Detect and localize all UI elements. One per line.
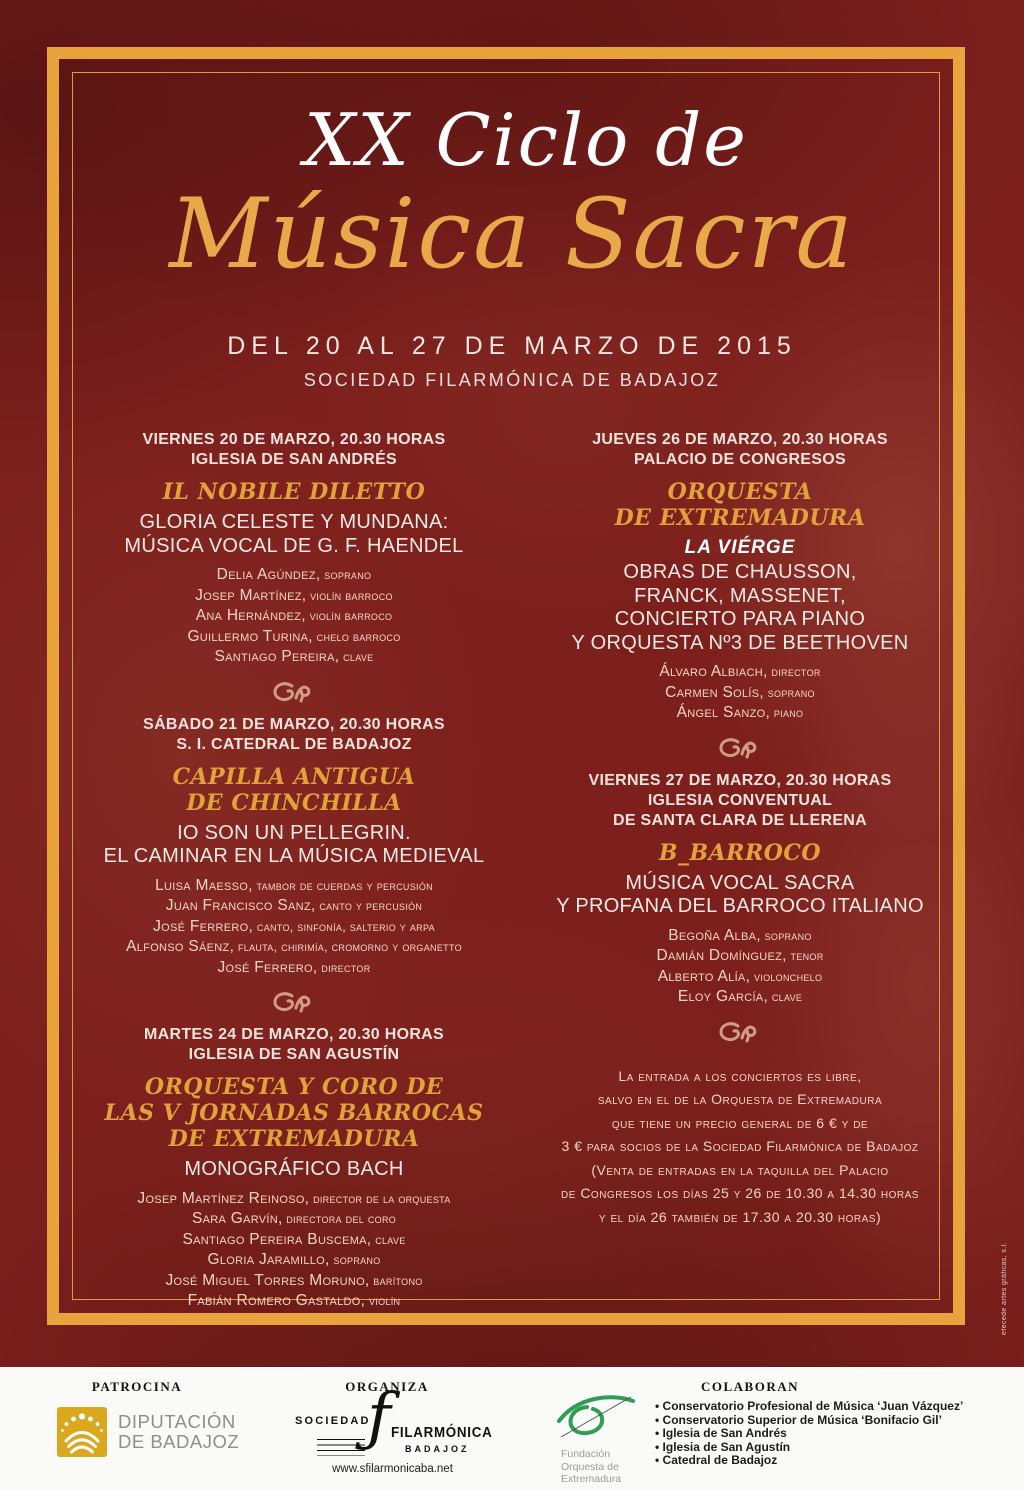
concert-work-title: LA VIÉRGE (684, 537, 796, 558)
text-line: (Venta de entradas en la taquilla del Palacio (591, 1161, 889, 1178)
performer-role: director (767, 665, 821, 679)
text-line: MÚSICA VOCAL DE G. F. HAENDEL (124, 534, 464, 557)
diputacion-line2: DE BADAJOZ (118, 1431, 240, 1452)
organiza-label: ORGANIZA (345, 1379, 429, 1394)
fundacion-swoosh-icon (553, 1391, 639, 1441)
concert-datetime-venue (68, 1025, 520, 1065)
performer-role: clave (768, 990, 803, 1004)
divider-ornament-icon (272, 991, 316, 1013)
text-line: IGLESIA DE SAN ANDRÉS (190, 451, 398, 468)
filarmonica-name: FILARMÓNICA (391, 1425, 493, 1441)
diputacion-line1: DIPUTACIÓN (118, 1411, 236, 1432)
text-line: IO SON UN PELLEGRIN. (177, 821, 411, 844)
performer-name: Sara Garvín, (191, 1210, 283, 1227)
concert-block (68, 715, 520, 979)
fundacion-line1: Fundación (561, 1448, 611, 1460)
performer-role: violín (365, 1294, 401, 1308)
text-line: IL NOBILE DILETTO (162, 479, 426, 505)
fundacion-line2: Orquesta de (561, 1460, 619, 1473)
performer-name: José Ferrero, (217, 958, 318, 976)
performer-role: flauta, chirimía, cromorno y organetto (234, 940, 462, 954)
text-line: salvo en el de la Orquesta de Extremadura (597, 1091, 883, 1107)
text-line: VIERNES 20 DE MARZO, 20.30 HORAS (142, 431, 446, 448)
concert-column-right (524, 430, 956, 1229)
text-line: de Congresos los días 25 y 26 de 10.30 a 14.30 horas (561, 1185, 919, 1201)
performer-row (68, 1230, 520, 1251)
performer-row (68, 1271, 520, 1292)
text-line: OBRAS DE CHAUSSON, (623, 561, 857, 583)
performer-name: José Ferrero, (153, 917, 254, 935)
title-line1: XX Ciclo de (304, 98, 748, 182)
text-line: VIERNES 27 DE MARZO, 20.30 HORAS (588, 771, 892, 789)
filarmonica-city: BADAJOZ (405, 1444, 470, 1454)
performer-name: Delia Agúndez, (216, 566, 321, 583)
performer-name: Ángel Sanzo, (676, 704, 771, 721)
concert-ensemble (524, 840, 956, 866)
text-line: S. I. CATEDRAL DE BADAJOZ (176, 735, 412, 753)
performer-row (524, 662, 956, 683)
performer-role: clave (339, 650, 374, 664)
text-line: DE EXTREMADURA (614, 505, 866, 531)
staff-lines-icon (317, 1439, 365, 1456)
divider-ornament-icon (272, 681, 316, 703)
text-line: JUEVES 26 DE MARZO, 20.30 HORAS (592, 431, 888, 448)
text-line: PALACIO DE CONGRESOS (634, 451, 846, 468)
performer-role: chelo barroco (312, 629, 401, 644)
performer-role: canto y percusión (315, 899, 423, 913)
performer-role: clave (371, 1232, 406, 1247)
concert-block (524, 430, 956, 724)
performer-name: Alfonso Sáenz, (126, 938, 235, 955)
printer-credit: efecede artes gráficas, s.l. (1001, 1242, 1008, 1335)
diputacion-name (118, 1412, 239, 1452)
concert-program (524, 561, 956, 655)
performer-name: Ana Hernández, (195, 607, 306, 624)
concert-block (68, 1025, 520, 1312)
text-line: CONCIERTO PARA PIANO (614, 608, 866, 630)
concert-performers (68, 1189, 520, 1312)
text-line: FRANCK, MASSENET, (634, 584, 846, 607)
performer-name: Álvaro Albiach, (659, 663, 768, 680)
performer-name: Carmen Solís, (665, 683, 764, 701)
performer-role: director de la orquesta (309, 1191, 451, 1206)
filarmonica-website: www.sfilarmonicaba.net (332, 1463, 453, 1475)
performer-row (524, 987, 956, 1008)
performer-row (68, 917, 520, 938)
text-line: CAPILLA ANTIGUA (172, 763, 416, 790)
diputacion-crown-icon (57, 1407, 107, 1457)
diputacion-logo (57, 1407, 239, 1457)
text-line: MÚSICA VOCAL SACRA (625, 871, 855, 894)
text-line: MONOGRÁFICO BACH (184, 1158, 404, 1180)
text-line: Y ORQUESTA Nº3 DE BEETHOVEN (571, 631, 909, 654)
performer-row (524, 946, 956, 967)
fundacion-logo (553, 1391, 663, 1486)
performer-name: Guillermo Turina, (187, 627, 313, 645)
performer-row (68, 1189, 520, 1210)
filarmonica-sociedad: SOCIEDAD (295, 1415, 371, 1427)
text-line: La entrada a los conciertos es libre, (618, 1067, 862, 1084)
text-line: IGLESIA DE SAN AGUSTÍN (188, 1046, 400, 1063)
concert-datetime-venue (68, 715, 520, 755)
title-line2: Música Sacra (169, 178, 855, 290)
concert-block (68, 430, 520, 668)
text-line: SÁBADO 21 DE MARZO, 20.30 HORAS (143, 715, 445, 733)
performer-role: soprano (329, 1253, 381, 1267)
concert-program (68, 511, 520, 558)
performer-row (68, 606, 520, 627)
colaboran-item: • Iglesia de San Andrés (655, 1427, 963, 1441)
concert-ensemble (68, 1074, 520, 1152)
performer-role: soprano (760, 928, 812, 943)
performer-name: José Miguel Torres Moruno, (165, 1271, 370, 1289)
concert-ensemble (524, 479, 956, 531)
concert-datetime-venue (524, 430, 956, 470)
colaboran-item: • Conservatorio Superior de Música ‘Bonifacio Gil’ (655, 1414, 963, 1428)
text-line: DE EXTREMADURA (168, 1126, 420, 1152)
performer-name: Santiago Pereira, (214, 648, 340, 665)
text-line: MARTES 24 DE MARZO, 20.30 HORAS (143, 1026, 445, 1043)
text-line: IGLESIA CONVENTUAL (647, 791, 833, 809)
fundacion-line3: Extremadura (561, 1473, 622, 1485)
text-line: 3 € para socios de la Sociedad Filarmónica de Badajoz (561, 1138, 919, 1154)
performer-row (68, 586, 520, 607)
performer-name: Eloy García, (677, 988, 769, 1005)
performer-row (524, 926, 956, 947)
text-line: Y PROFANA DEL BARROCO ITALIANO (556, 895, 924, 917)
performer-name: Luisa Maesso, (155, 876, 253, 894)
ticket-info (524, 1065, 956, 1230)
concert-column-left (68, 430, 520, 1312)
performer-role: canto, sinfonía, salterio y arpa (253, 919, 435, 934)
performer-row (68, 1250, 520, 1271)
performer-row (68, 627, 520, 648)
concert-performers (524, 926, 956, 1008)
performer-name: Fabián Romero Gastaldo, (187, 1292, 366, 1309)
concert-performers (68, 565, 520, 668)
concert-datetime-venue (68, 430, 520, 470)
performer-row (524, 967, 956, 988)
colaboran-item: • Catedral de Badajoz (655, 1454, 963, 1468)
performer-name: Santiago Pereira Buscema, (182, 1230, 372, 1248)
text-line: EL CAMINAR EN LA MÚSICA MEDIEVAL (103, 845, 485, 867)
text-line: ORQUESTA (667, 479, 813, 505)
festival-dates: DEL 20 AL 27 DE MARZO DE 2015 (227, 332, 797, 360)
performer-role: soprano (763, 685, 815, 700)
performer-role: tenor (786, 949, 824, 963)
text-line: DE CHINCHILLA (186, 789, 402, 816)
text-line: DE SANTA CLARA DE LLERENA (612, 811, 867, 829)
concert-program (68, 822, 520, 869)
concert-ensemble (68, 479, 520, 505)
concert-program (524, 872, 956, 919)
performer-name: Begoña Alba, (668, 926, 761, 944)
performer-role: tambor de cuerdas y percusión (252, 878, 433, 893)
concert-ensemble (68, 764, 520, 816)
performer-row (68, 958, 520, 979)
performer-role: piano (770, 706, 804, 720)
patrocina-label: PATROCINA (91, 1379, 183, 1394)
performer-row (68, 876, 520, 897)
text-line: B_BARROCO (658, 839, 822, 866)
performer-row (68, 937, 520, 958)
performer-name: Alberto Alía, (657, 967, 751, 985)
text-line: ORQUESTA Y CORO DE (144, 1074, 444, 1100)
festival-society: SOCIEDAD FILARMÓNICA DE BADAJOZ (303, 370, 721, 390)
text-line: GLORIA CELESTE Y MUNDANA: (139, 511, 449, 533)
performer-row (524, 683, 956, 704)
performer-role: violonchelo (750, 969, 823, 984)
colaboran-list (655, 1400, 963, 1468)
text-line: y el día 26 también de 17.30 a 20.30 horas) (598, 1208, 882, 1225)
footer (0, 1367, 1024, 1490)
performer-role: violín barroco (306, 588, 393, 603)
performer-row (68, 896, 520, 917)
performer-name: Josep Martínez, (195, 586, 307, 604)
divider-ornament-icon (718, 1021, 762, 1043)
colaboran-label: COLABORAN (700, 1379, 799, 1394)
performer-row (68, 565, 520, 586)
fundacion-caption (553, 1448, 663, 1486)
performer-role: directora del coro (282, 1212, 397, 1226)
performer-name: Josep Martínez Reinoso, (137, 1189, 310, 1207)
concert-block (524, 771, 956, 1008)
performer-name: Juan Francisco Sanz, (165, 897, 316, 914)
f-clef-icon: ƒ (367, 1380, 391, 1454)
performer-name: Gloria Jaramillo, (207, 1251, 330, 1268)
performer-role: barítono (369, 1273, 423, 1288)
concert-datetime-venue (524, 771, 956, 831)
text-line: que tiene un precio general de 6 € y de (611, 1114, 869, 1131)
colaboran-item: • Iglesia de San Agustín (655, 1441, 963, 1455)
performer-role: soprano (320, 568, 372, 582)
concert-program (68, 1158, 520, 1182)
concert-performers (68, 876, 520, 979)
divider-ornament-icon (718, 737, 762, 759)
performer-role: director (317, 960, 371, 975)
performer-row (68, 647, 520, 668)
colaboran-item: • Conservatorio Profesional de Música ‘Juan Vázquez’ (655, 1400, 963, 1414)
performer-row (68, 1209, 520, 1230)
performer-name: Damián Domínguez, (656, 947, 787, 964)
text-line: LAS V JORNADAS BARROCAS (104, 1100, 484, 1126)
performer-role: violín barroco (305, 609, 393, 623)
concert-performers (524, 662, 956, 724)
performer-row (68, 1291, 520, 1312)
performer-row (524, 703, 956, 724)
